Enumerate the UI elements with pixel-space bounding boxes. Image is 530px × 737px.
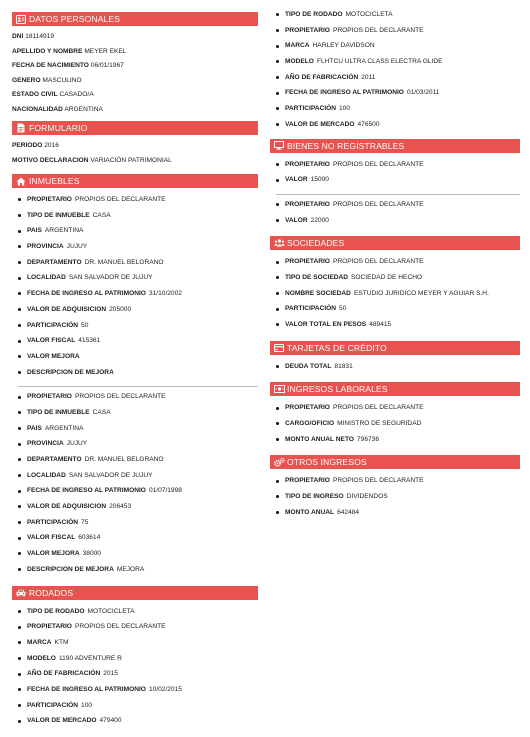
field-value: 796736 (357, 435, 380, 443)
field-label: TIPO DE RODADO (27, 607, 85, 615)
field-label: PROPIETARIO (27, 196, 72, 203)
bullet (18, 657, 21, 660)
field-row (12, 154, 258, 169)
field-row (18, 604, 258, 620)
section-tarjetas (270, 341, 520, 375)
field-row (276, 7, 520, 23)
bullet (18, 371, 21, 374)
bullet (276, 203, 279, 206)
field-label: PROPIETARIO (285, 477, 330, 485)
rodado-group (270, 7, 520, 133)
field-row (12, 103, 258, 118)
field-value: PROPIOS DEL DECLARANTE (332, 160, 424, 168)
home-icon (16, 176, 26, 186)
bullet (276, 45, 279, 48)
field-label: PARTICIPACIÓN (285, 105, 337, 113)
field-label: APELLIDO Y NOMBRE (12, 47, 83, 55)
field-value: PROPIOS DEL DECLARANTE (74, 623, 166, 631)
bullet (276, 261, 279, 264)
section-rodados-continued (270, 7, 520, 133)
field-row (12, 30, 258, 45)
field-row (276, 359, 520, 375)
section-header (270, 236, 520, 250)
field-label: LOCALIDAD (27, 471, 66, 479)
field-label: PROPIETARIO (285, 404, 330, 412)
field-value: JUJUY (66, 440, 88, 448)
field-label: DEUDA TOTAL (285, 362, 332, 370)
field-row (12, 74, 258, 89)
bullet (18, 673, 21, 676)
bullet (276, 60, 279, 63)
section-otros-ingresos (270, 455, 520, 520)
field-label: MODELO (27, 654, 56, 662)
field-row (18, 405, 258, 421)
bullet (18, 261, 21, 264)
field-label: NOMBRE SOCIEDAD (285, 289, 351, 297)
field-value: JUJUY (66, 243, 88, 251)
section-header (12, 121, 258, 135)
bullet (276, 276, 279, 279)
left-column (12, 0, 258, 737)
field-label: LOCALIDAD (27, 274, 66, 282)
bullet (276, 123, 279, 126)
field-row (18, 223, 258, 239)
field-label: DESCRIPCION DE MEJORA (27, 565, 114, 573)
field-row (276, 301, 520, 317)
field-row (276, 213, 520, 229)
bullet (18, 641, 21, 644)
field-value: 479400 (99, 717, 122, 725)
bullet (18, 474, 21, 477)
field-value: 489415 (369, 321, 392, 328)
field-value: MEYER EKEL (84, 47, 127, 55)
ingreso-laboral-group (270, 400, 520, 447)
field-label: PROPIETARIO (285, 258, 330, 266)
bullet (276, 495, 279, 498)
bullet (276, 92, 279, 95)
bullet (276, 308, 279, 311)
bullet (18, 411, 21, 414)
field-row (18, 389, 258, 405)
field-label: MOTIVO DECLARACION (12, 156, 89, 164)
field-value: SOCIEDAD DE HECHO (351, 273, 423, 281)
field-value: 603614 (78, 534, 101, 542)
bullet (276, 422, 279, 425)
section-rodados (12, 586, 258, 730)
field-row (18, 349, 258, 365)
section-title: INGRESOS LABORALES (287, 384, 388, 395)
field-row (276, 38, 520, 54)
field-label: NACIONALIDAD (12, 105, 63, 113)
field-row (276, 286, 520, 302)
field-label: ESTADO CIVIL (12, 91, 58, 98)
field-value: MINISTRO DE SEGURIDAD (337, 420, 422, 428)
otro-ingreso-group (270, 473, 520, 520)
field-label: PARTICIPACIÓN (27, 701, 79, 709)
section-header (270, 382, 520, 396)
monitor-icon (274, 141, 284, 151)
field-row (18, 452, 258, 468)
field-row (276, 432, 520, 448)
field-label: DEPARTAMENTO (27, 258, 82, 266)
bullet (276, 511, 279, 514)
field-value: ARGENTINA (44, 227, 84, 235)
field-value: HARLEY DAVIDSON (312, 42, 375, 50)
field-row (18, 546, 258, 562)
bullet (276, 365, 279, 368)
field-value: 15000 (310, 176, 329, 184)
field-value: 2011 (361, 73, 376, 81)
bullet (18, 355, 21, 358)
rodado-group (12, 604, 258, 730)
bullet (18, 688, 21, 691)
bullet (18, 198, 21, 201)
bullet (18, 245, 21, 248)
field-value: 01/03/2011 (406, 89, 440, 97)
bullet (18, 505, 21, 508)
money-icon (274, 384, 284, 394)
field-value: KTM (54, 638, 69, 646)
field-value: 2015 (103, 670, 118, 678)
field-row (18, 239, 258, 255)
sociedad-group (270, 254, 520, 332)
field-label: MODELO (285, 58, 314, 66)
field-row (18, 651, 258, 667)
field-label: VALOR MEJORA (27, 352, 80, 360)
field-row (18, 365, 258, 381)
field-row (18, 666, 258, 682)
bullet (18, 458, 21, 461)
field-row (276, 473, 520, 489)
bullet (18, 443, 21, 446)
field-value: PROPIOS DEL DECLARANTE (74, 393, 166, 401)
field-value: VARIACIÓN PATRIMONIAL (90, 156, 172, 164)
bien-group (270, 157, 520, 188)
field-row (12, 45, 258, 60)
field-value: 38000 (82, 550, 101, 558)
bullet (276, 438, 279, 441)
field-value: PROPIOS DEL DECLARANTE (332, 258, 424, 266)
field-row (18, 698, 258, 714)
field-label: MONTO ANUAL (285, 508, 335, 516)
section-header (12, 12, 258, 26)
bullet (18, 396, 21, 399)
field-row (18, 255, 258, 271)
field-value: 2016 (44, 142, 59, 149)
field-value: CASADO/A (59, 91, 94, 98)
field-label: GENERO (12, 76, 41, 84)
bullet (18, 324, 21, 327)
bullet (276, 219, 279, 222)
bullet (18, 552, 21, 555)
field-row (18, 333, 258, 349)
field-row (18, 619, 258, 635)
field-row (276, 23, 520, 39)
field-row (18, 499, 258, 515)
inmueble-group (12, 192, 258, 380)
field-row (18, 421, 258, 437)
bullet (276, 179, 279, 182)
field-label: PERIODO (12, 142, 43, 149)
document-icon (16, 123, 26, 133)
bullet (276, 13, 279, 16)
bullet (18, 427, 21, 430)
field-label: PROVINCIA (27, 243, 64, 251)
field-label: VALOR MEJORA (27, 550, 80, 558)
field-row (18, 483, 258, 499)
field-label: PROVINCIA (27, 440, 64, 448)
users-icon (274, 238, 284, 248)
section-header (270, 139, 520, 153)
field-value: 81831 (334, 362, 353, 370)
section-formulario (12, 121, 258, 168)
field-label: MONTO ANUAL NETO (285, 435, 354, 443)
section-datos-personales (12, 12, 258, 117)
field-row (18, 436, 258, 452)
field-label: FECHA DE INGRESO AL PATRIMONIO (27, 487, 146, 495)
bullet (18, 521, 21, 524)
field-label: VALOR DE ADQUISICION (27, 305, 107, 313)
bullet (18, 610, 21, 613)
bullet (276, 163, 279, 166)
field-label: DEPARTAMENTO (27, 456, 82, 463)
field-label: PARTICIPACIÓN (27, 321, 79, 329)
field-label: VALOR FISCAL (27, 337, 76, 345)
field-value: 10/02/2015 (148, 685, 182, 693)
right-column (270, 0, 520, 529)
field-value: 1190 ADVENTURE R (58, 654, 122, 662)
field-label: VALOR (285, 216, 308, 224)
field-row (18, 530, 258, 546)
field-label: FECHA DE INGRESO AL PATRIMONIO (27, 685, 146, 693)
field-label: TIPO DE INMUEBLE (27, 408, 90, 416)
field-value: MOTOCICLETA (345, 11, 393, 18)
field-value: 415361 (78, 337, 101, 345)
bullet (18, 626, 21, 629)
cogs-icon (274, 457, 284, 467)
bullet (276, 480, 279, 483)
field-row (18, 208, 258, 224)
section-sociedades (270, 236, 520, 332)
field-value: 50 (339, 305, 347, 313)
field-value: 206453 (109, 503, 132, 511)
bullet (276, 292, 279, 295)
bien-group (270, 197, 520, 228)
field-label: VALOR FISCAL (27, 534, 76, 542)
bullet (18, 704, 21, 707)
field-label: PAIS (27, 227, 42, 235)
field-label: PARTICIPACIÓN (285, 305, 337, 313)
field-row (18, 302, 258, 318)
field-label: VALOR DE MERCADO (285, 120, 355, 128)
field-row (276, 54, 520, 70)
field-label: PROPIETARIO (27, 393, 72, 401)
field-value: DIVIDENDOS (346, 493, 388, 501)
field-row (18, 635, 258, 651)
bullet (18, 340, 21, 343)
field-value: ARGENTINA (64, 105, 103, 113)
field-row (276, 101, 520, 117)
bullet (276, 76, 279, 79)
field-label: DNI (12, 33, 24, 40)
field-value: 06/01/1967 (90, 62, 124, 69)
field-value: 22000 (310, 216, 329, 224)
field-value: PROPIOS DEL DECLARANTE (332, 404, 424, 412)
bullet (18, 490, 21, 493)
field-value: PROPIOS DEL DECLARANTE (74, 196, 166, 203)
bullet (18, 537, 21, 540)
field-row (276, 117, 520, 133)
field-row (12, 88, 258, 103)
field-row (276, 70, 520, 86)
bullet (276, 407, 279, 410)
section-title: SOCIEDADES (287, 238, 345, 249)
bullet (276, 323, 279, 326)
bullet (18, 277, 21, 280)
field-row (276, 85, 520, 101)
field-label: MARCA (285, 42, 310, 50)
field-row (276, 197, 520, 213)
field-label: PROPIETARIO (27, 623, 72, 631)
car-icon (16, 588, 26, 598)
field-row (276, 270, 520, 286)
section-title: DATOS PERSONALES (29, 14, 121, 24)
field-label: FECHA DE INGRESO AL PATRIMONIO (285, 89, 404, 97)
group-divider (18, 386, 258, 387)
section-title: BIENES NO REGISTRABLES (287, 140, 405, 151)
field-value: SAN SALVADOR DE JUJUY (68, 274, 153, 282)
field-label: TIPO DE RODADO (285, 11, 343, 18)
field-label: CARGO/OFICIO (285, 420, 335, 428)
field-row (18, 192, 258, 208)
field-value: MEJORA (116, 565, 145, 573)
field-row (12, 59, 258, 74)
field-value: 100 (339, 105, 351, 113)
section-title: OTROS INGRESOS (287, 457, 367, 468)
field-row (12, 139, 258, 154)
field-label: TIPO DE INMUEBLE (27, 211, 90, 219)
bullet (18, 292, 21, 295)
bullet (18, 308, 21, 311)
field-label: TIPO DE INGRESO (285, 493, 344, 501)
section-header (270, 455, 520, 469)
field-row (276, 157, 520, 173)
field-value: CASA (92, 211, 111, 219)
field-row (276, 416, 520, 432)
field-label: FECHA DE INGRESO AL PATRIMONIO (27, 290, 146, 298)
field-row (18, 270, 258, 286)
field-row (276, 400, 520, 416)
section-title: TARJETAS DE CRÉDITO (287, 342, 387, 353)
group-divider (276, 194, 520, 195)
field-label: DESCRIPCION DE MEJORA (27, 368, 114, 376)
field-label: AÑO DE FABRICACIÓN (27, 670, 101, 678)
section-header (12, 586, 258, 600)
field-row (276, 317, 520, 333)
field-value: MASCULINO (42, 76, 82, 84)
field-value: 31/10/2002 (148, 290, 182, 298)
field-row (276, 254, 520, 270)
bullet (276, 29, 279, 32)
field-value: DR. MANUEL BELGRANO (84, 456, 164, 463)
field-label: VALOR (285, 176, 308, 184)
field-value: 100 (81, 701, 93, 709)
tarjeta-group (270, 359, 520, 375)
field-value: CASA (92, 408, 111, 416)
field-value: PROPIOS DEL DECLARANTE (332, 477, 424, 485)
field-label: TIPO DE SOCIEDAD (285, 273, 349, 281)
field-value: 50 (81, 321, 89, 329)
inmueble-group (12, 389, 258, 577)
field-label: VALOR DE MERCADO (27, 717, 97, 725)
field-row (276, 489, 520, 505)
field-label: MARCA (27, 638, 52, 646)
field-row (18, 468, 258, 484)
field-row (18, 682, 258, 698)
bullet (18, 230, 21, 233)
field-value: ARGENTINA (44, 424, 84, 432)
field-row (18, 713, 258, 729)
field-label: VALOR TOTAL EN PESOS (285, 321, 367, 328)
section-bienes-no-registrables (270, 139, 520, 229)
field-label: VALOR DE ADQUISICION (27, 503, 107, 511)
section-ingresos-laborales (270, 382, 520, 447)
section-title: INMUEBLES (29, 176, 80, 186)
field-value: 205000 (109, 305, 132, 313)
field-value: PROPIOS DEL DECLARANTE (332, 26, 424, 34)
section-header (270, 341, 520, 355)
field-value: MOTOCICLETA (87, 607, 135, 615)
field-label: AÑO DE FABRICACIÓN (285, 73, 359, 81)
id-card-icon (16, 14, 26, 24)
field-value: 75 (81, 518, 89, 526)
section-title: FORMULARIO (29, 123, 88, 133)
section-inmuebles (12, 174, 258, 578)
field-value: PROPIOS DEL DECLARANTE (332, 200, 424, 208)
field-row (18, 515, 258, 531)
field-row (18, 562, 258, 578)
field-label: PROPIETARIO (285, 160, 330, 168)
field-label: FECHA DE NACIMIENTO (12, 62, 89, 69)
bullet (276, 107, 279, 110)
bullet (18, 214, 21, 217)
field-value: 18114919 (25, 33, 55, 40)
field-value: ESTUDIO JURIDICO MEYER Y AGUIAR S.H. (353, 289, 489, 297)
field-label: PAIS (27, 424, 42, 432)
field-row (18, 318, 258, 334)
bullet (18, 568, 21, 571)
field-value: 476500 (357, 120, 380, 128)
field-label: PARTICIPACIÓN (27, 518, 79, 526)
bullet (18, 720, 21, 723)
field-row (18, 286, 258, 302)
field-value: DR. MANUEL BELGRANO (84, 258, 164, 266)
field-row (276, 172, 520, 188)
section-header (12, 174, 258, 188)
field-value: 01/07/1998 (148, 487, 182, 495)
plain-list (12, 30, 258, 117)
section-title: RODADOS (29, 587, 74, 598)
field-row (276, 505, 520, 521)
field-label: PROPIETARIO (285, 26, 330, 34)
field-value: FLHTCU ULTRA CLASS ELECTRA GLIDE (316, 58, 443, 66)
field-value: SAN SALVADOR DE JUJUY (68, 471, 153, 479)
credit-card-icon (274, 343, 284, 353)
field-value: 642484 (337, 508, 360, 516)
field-label: PROPIETARIO (285, 200, 330, 208)
